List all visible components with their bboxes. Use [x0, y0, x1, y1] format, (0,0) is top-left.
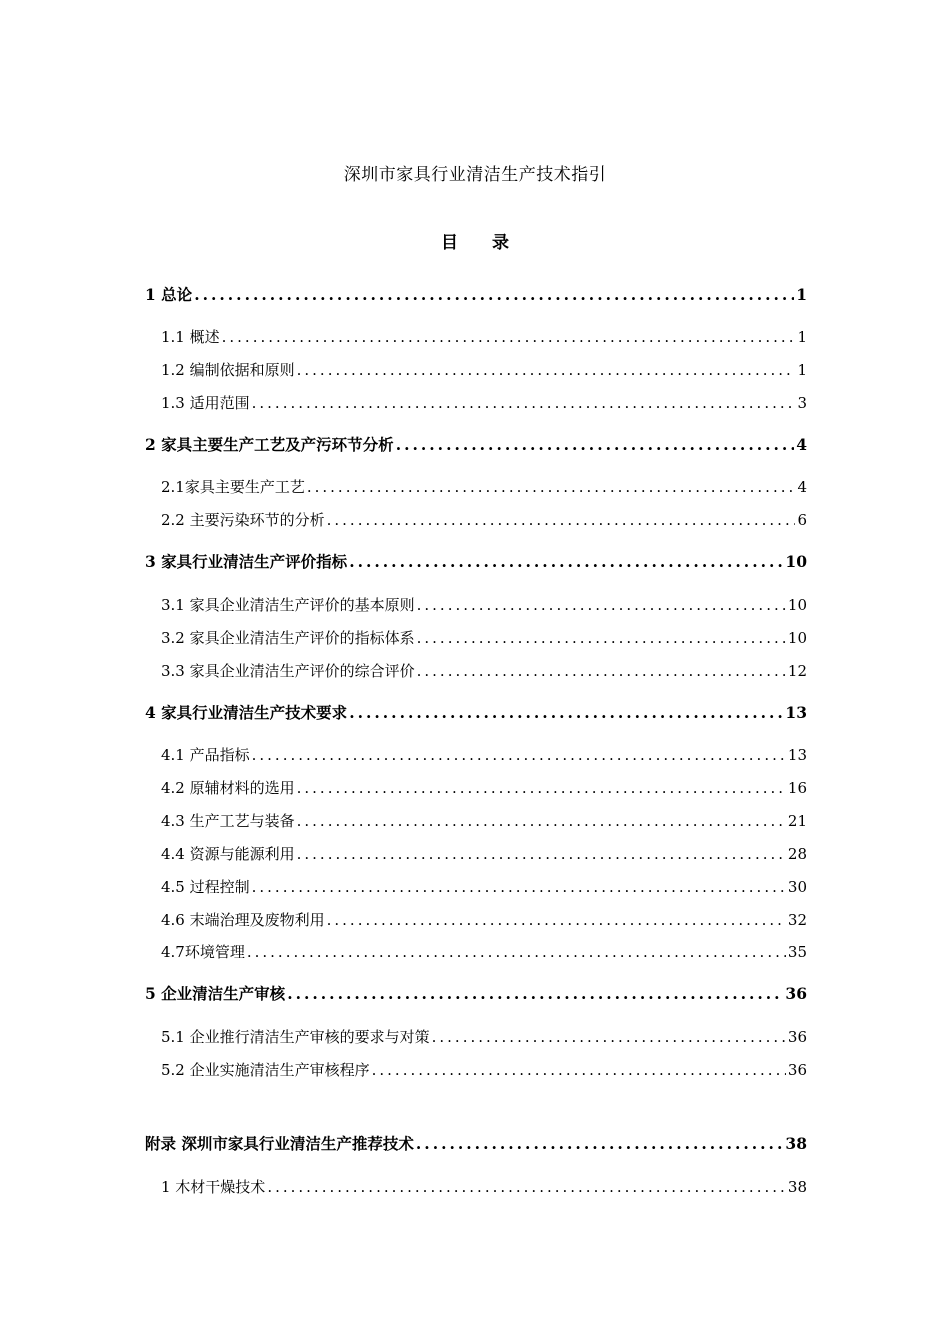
- toc-section-entry[interactable]: [145, 661, 807, 681]
- toc-page-number: 4: [796, 435, 807, 454]
- toc-entry-label: 4 家具行业清洁生产技术要求: [145, 703, 348, 722]
- toc-entry-label: 3.2 家具企业清洁生产评价的指标体系: [161, 629, 415, 647]
- toc-dot-leader: [267, 1177, 786, 1197]
- toc-section-entry[interactable]: [145, 910, 807, 930]
- toc-page-number: 36: [787, 1028, 807, 1046]
- toc-section-entry[interactable]: [145, 628, 807, 648]
- toc-entry-label: 1.1 概述: [161, 328, 220, 346]
- toc-entry-label: 4.3 生产工艺与装备: [161, 812, 295, 830]
- toc-section-entry[interactable]: [145, 477, 807, 497]
- toc-entry-label: 5 企业清洁生产审核: [145, 984, 286, 1003]
- toc-page-number: 1: [797, 328, 807, 346]
- toc-page-number: 3: [797, 394, 807, 412]
- toc-dot-leader: [297, 844, 786, 864]
- toc-dot-leader: [252, 877, 786, 897]
- toc-dot-leader: [417, 595, 786, 615]
- toc-section-entry[interactable]: [145, 745, 807, 765]
- toc-dot-leader: [417, 661, 786, 681]
- toc-section-entry[interactable]: [145, 778, 807, 798]
- toc-section-entry[interactable]: [145, 1060, 807, 1080]
- toc-dot-leader: [252, 393, 796, 413]
- toc-chapter-entry[interactable]: [145, 552, 807, 572]
- toc-dot-leader: [432, 1027, 786, 1047]
- toc-section-entry[interactable]: [145, 393, 807, 413]
- toc-page-number: 13: [787, 746, 807, 764]
- toc-page-number: 1: [797, 361, 807, 379]
- toc-entry-label: 4.7环境管理: [161, 943, 245, 961]
- toc-page-number: 38: [785, 1134, 807, 1153]
- toc-entry-label: 1 木材干燥技术: [161, 1178, 266, 1196]
- toc-dot-leader: [252, 745, 786, 765]
- toc-entry-label: 4.1 产品指标: [161, 746, 250, 764]
- toc-section-entry[interactable]: [145, 1177, 807, 1197]
- document-title: 深圳市家具行业清洁生产技术指引: [343, 165, 607, 185]
- toc-entry-label: 5.2 企业实施清洁生产审核程序: [161, 1061, 370, 1079]
- toc-entry-label: 4.4 资源与能源利用: [161, 845, 295, 863]
- toc-section-entry[interactable]: [145, 327, 807, 347]
- toc-chapter-entry[interactable]: [145, 703, 807, 723]
- toc-section-entry[interactable]: [145, 844, 807, 864]
- toc-chapter-entry[interactable]: [145, 984, 807, 1004]
- toc-entry-label: 4.6 末端治理及废物利用: [161, 911, 325, 929]
- toc-entry-label: 5.1 企业推行清洁生产审核的要求与对策: [161, 1028, 430, 1046]
- toc-section-entry[interactable]: [145, 595, 807, 615]
- toc-dot-leader: [247, 942, 786, 962]
- toc-chapter-entry[interactable]: [145, 285, 807, 305]
- toc-dot-leader: [297, 360, 796, 380]
- toc-heading: 目录: [441, 233, 543, 253]
- toc-dot-leader: [416, 1134, 784, 1154]
- toc-dot-leader: [417, 628, 786, 648]
- toc-section-entry[interactable]: [145, 811, 807, 831]
- toc-entry-label: 4.5 过程控制: [161, 878, 250, 896]
- toc-section-entry[interactable]: [145, 360, 807, 380]
- toc-dot-leader: [349, 703, 783, 723]
- toc-page-number: 10: [787, 629, 807, 647]
- toc-section-entry[interactable]: [145, 510, 807, 530]
- toc-page-number: 13: [785, 703, 807, 722]
- toc-page-number: 6: [797, 511, 807, 529]
- toc-page-number: 10: [785, 552, 807, 571]
- toc-chapter-entry[interactable]: [145, 1134, 807, 1154]
- toc-entry-label: 3.1 家具企业清洁生产评价的基本原则: [161, 596, 415, 614]
- toc-entry-label: 1.3 适用范围: [161, 394, 250, 412]
- toc-dot-leader: [307, 477, 796, 497]
- toc-dot-leader: [194, 285, 794, 305]
- toc-page-number: 10: [787, 596, 807, 614]
- toc-entry-label: 2.1家具主要生产工艺: [161, 478, 305, 496]
- toc-page-number: 4: [797, 478, 807, 496]
- toc-entry-label: 2 家具主要生产工艺及产污环节分析: [145, 435, 394, 454]
- toc-page-number: 36: [785, 984, 807, 1003]
- toc-entry-label: 附录 深圳市家具行业清洁生产推荐技术: [145, 1134, 414, 1153]
- toc-entry-label: 3.3 家具企业清洁生产评价的综合评价: [161, 662, 415, 680]
- toc-dot-leader: [297, 811, 786, 831]
- toc-chapter-entry[interactable]: [145, 435, 807, 455]
- toc-entry-label: 1.2 编制依据和原则: [161, 361, 295, 379]
- toc-section-entry[interactable]: [145, 1027, 807, 1047]
- toc-entry-label: 4.2 原辅材料的选用: [161, 779, 295, 797]
- toc-entry-label: 2.2 主要污染环节的分析: [161, 511, 325, 529]
- toc-dot-leader: [349, 552, 783, 572]
- toc-dot-leader: [327, 510, 796, 530]
- toc-page-number: 21: [787, 812, 807, 830]
- toc-section-entry[interactable]: [145, 877, 807, 897]
- toc-page-number: 36: [787, 1061, 807, 1079]
- toc-page-number: 32: [787, 911, 807, 929]
- toc-page-number: 30: [787, 878, 807, 896]
- toc-dot-leader: [287, 984, 783, 1004]
- toc-page-number: 16: [787, 779, 807, 797]
- toc-page-number: 28: [787, 845, 807, 863]
- toc-dot-leader: [396, 435, 795, 455]
- toc-dot-leader: [222, 327, 796, 347]
- toc-section-entry[interactable]: [145, 942, 807, 962]
- toc-page-number: 38: [787, 1178, 807, 1196]
- toc-dot-leader: [297, 778, 786, 798]
- toc-dot-leader: [327, 910, 786, 930]
- toc-entry-label: 3 家具行业清洁生产评价指标: [145, 552, 348, 571]
- toc-page-number: 35: [787, 943, 807, 961]
- toc-dot-leader: [372, 1060, 786, 1080]
- toc-page-number: 1: [796, 285, 807, 304]
- toc-page-number: 12: [787, 662, 807, 680]
- toc-entry-label: 1 总论: [145, 285, 193, 304]
